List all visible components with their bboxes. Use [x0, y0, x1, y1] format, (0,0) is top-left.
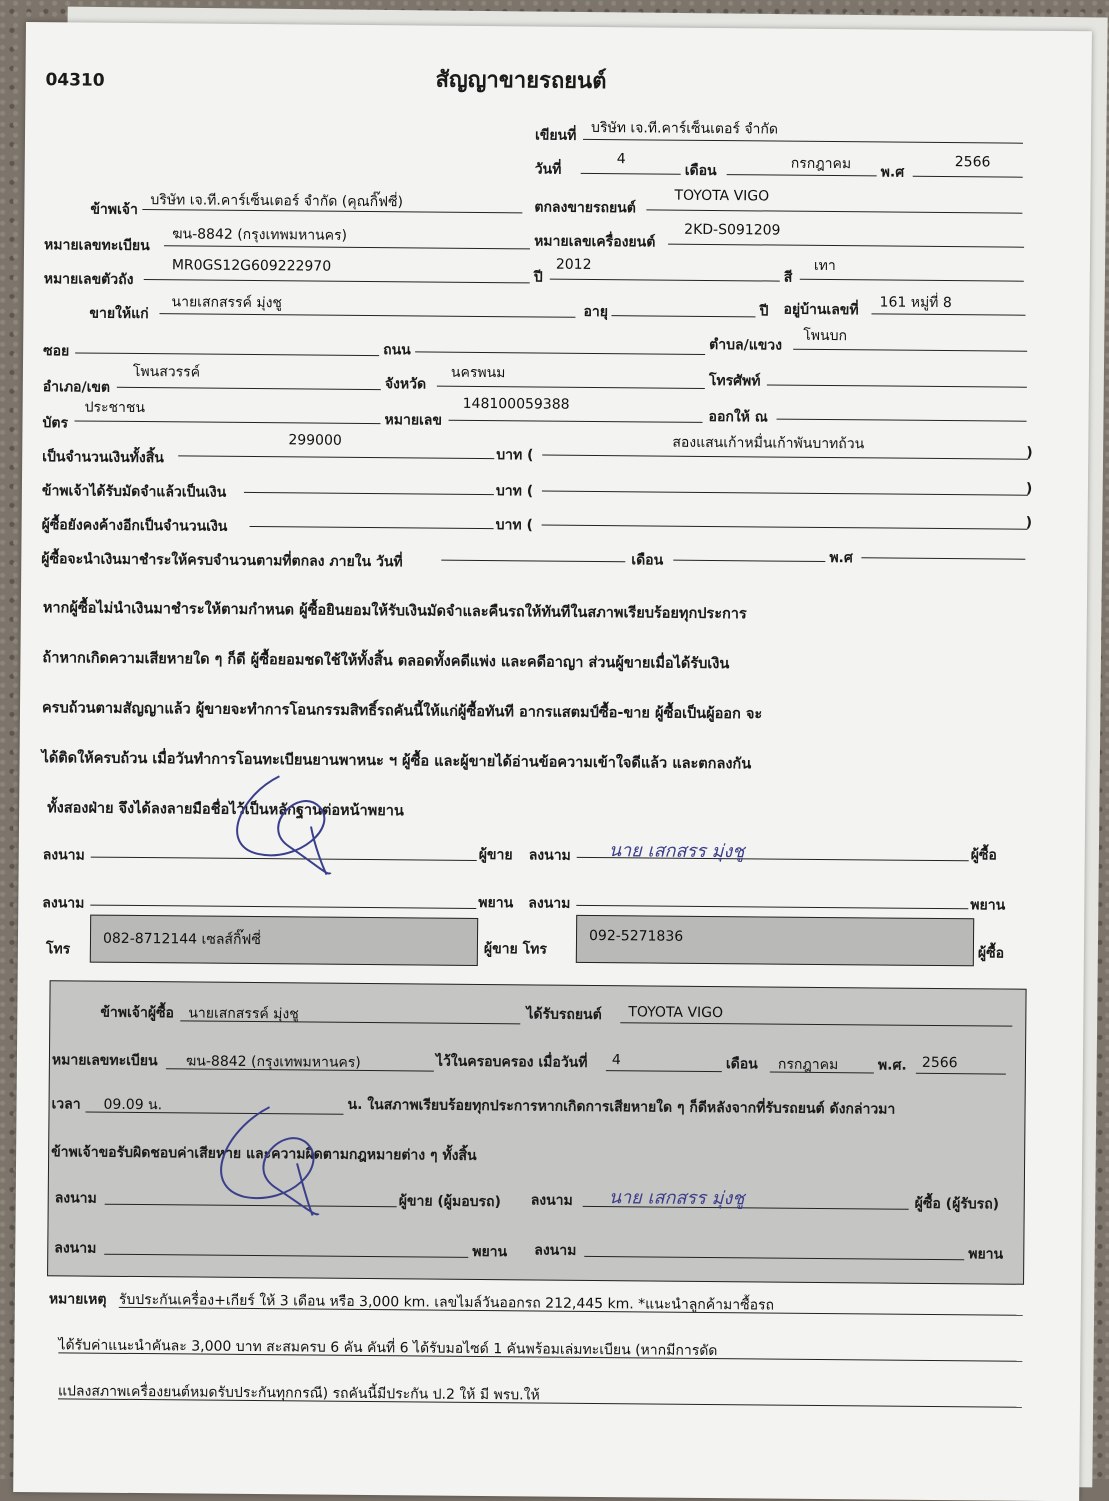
witness-tag-2: พยาน — [970, 897, 1006, 914]
amount-unit: บาท ( — [496, 447, 534, 464]
car-value: TOYOTA VIGO — [674, 187, 770, 205]
receipt-possess-label: ไว้ในครอบครอง เมื่อวันที่ — [435, 1053, 588, 1071]
receipt-car-line — [620, 1022, 1012, 1026]
engine-label: หมายเลขเครื่องยนต์ — [534, 233, 656, 251]
sign-label-2: ลงนาม — [528, 847, 571, 864]
buyer-value: นายเสกสรรค์ มุ่งชู — [171, 294, 283, 312]
card-line — [75, 420, 381, 424]
date-year-line — [913, 176, 1023, 178]
seller-signature-scribble — [219, 766, 350, 877]
chassis-line — [144, 279, 530, 283]
remarks-line-3: แปลงสภาพเครื่องยนต์หมดรับประกันทุกกรณี) รถคันนี้มีประกัน ป.2 ให้ มี พรบ.ให้ — [57, 1383, 540, 1404]
soi-line — [75, 352, 379, 356]
soi-label: ซอย — [43, 343, 70, 360]
receipt-buyer-signature: นาย เสกสรร มุ่งชู — [608, 1187, 745, 1210]
pay-by-month-line — [673, 560, 825, 562]
province-label: จังหวัด — [384, 376, 427, 393]
district-line — [117, 387, 381, 390]
sign-label-1: ลงนาม — [42, 847, 85, 864]
receipt-year-line — [916, 1073, 1006, 1075]
receipt-month: กรกฎาคม — [777, 1056, 839, 1074]
seller-phone: 082-8712144 เซลส์กิ๊ฟซี่ — [102, 930, 261, 949]
receipt-received-car: TOYOTA VIGO — [628, 1004, 724, 1022]
color-label: สี — [783, 269, 793, 286]
deposit-close: ) — [1025, 480, 1033, 497]
receipt-day: 4 — [611, 1052, 621, 1069]
deposit-unit: บาท ( — [495, 483, 534, 500]
color-line — [800, 279, 1024, 282]
amount-words-line — [542, 455, 1028, 460]
date-month-label: เดือน — [684, 162, 717, 180]
receipt-time: 09.09 น. — [103, 1096, 163, 1114]
sign-label-4: ลงนาม — [528, 895, 571, 912]
card-label: บัตร — [42, 415, 69, 432]
pay-by-year-label: พ.ศ — [829, 550, 853, 567]
buyer-phone-tag: ผู้ซื้อ — [977, 945, 1005, 962]
buyer-signature: นาย เสกสรร มุ่งชู — [608, 840, 745, 863]
card-no-line — [449, 420, 703, 423]
receipt-year-label: พ.ศ. — [877, 1057, 907, 1074]
receipt-plate-label: หมายเลขทะเบียน — [51, 1052, 158, 1070]
paragraph-line-2: ถ้าหากเกิดความเสียหายใด ๆ ก็ดี ผู้ซื้อยอมชดใช้ให้ทั้งสิ้น ตลอดทั้งคดีแพ่ง และคดีอาญา ส่วนผู้ขายเมื่อได้รับเงิน — [42, 650, 730, 673]
witness-sign-line-2 — [576, 905, 968, 909]
address-no-value: 161 หมู่ที่ 8 — [879, 294, 952, 312]
year-model-label: ปี — [533, 269, 543, 286]
paragraph-line-5: ทั้งสองฝ่าย จึงได้ลงลายมือชื่อไว้เป็นหลักฐานต่อหน้าพยาน — [47, 800, 404, 820]
issued-label: ออกให้ ณ — [708, 408, 768, 426]
plate-value: ฆน-8842 (กรุงเทพมหานคร) — [172, 226, 348, 244]
pay-by-month-label: เดือน — [631, 552, 664, 569]
receipt-sign-label-2: ลงนาม — [530, 1192, 573, 1209]
receipt-buyer-tag: ผู้ซื้อ (ผู้รับรถ) — [914, 1195, 1000, 1213]
road-line — [415, 351, 705, 355]
engine-value: 2KD-S091209 — [684, 221, 781, 239]
receipt-sign-label-4: ลงนาม — [534, 1242, 577, 1259]
buyer-sign-tag: ผู้ซื้อ — [970, 847, 997, 864]
buyer-line — [159, 313, 575, 318]
card-value: ประชาชน — [84, 399, 146, 417]
district-value: โพนสวรรค์ — [132, 363, 201, 381]
pay-by-day-line — [441, 560, 625, 563]
seller-value: บริษัท เจ.ที.คาร์เซ็นเตอร์ จำกัด (คุณกิ๊ฟซี่) — [150, 192, 404, 211]
province-line — [437, 386, 705, 389]
card-no-label: หมายเลข — [384, 412, 443, 429]
remarks-line-2: ได้รับค่าแนะนำคันละ 3,000 บาท สะสมครบ 6 คัน คันที่ 6 ได้รับมอไซด์ 1 คันพร้อมเล่มทะเบียน (หากมีการดัด — [58, 1337, 718, 1360]
remarks-line-1: รับประกันเครื่อง+เกียร์ ให้ 3 เดือน หรือ 3,000 km. เลขไมล์วันออกรถ 212,445 km. *แนะนำลูกค้ามาซื้อรถ — [118, 1291, 775, 1314]
deposit-words-line — [542, 491, 1028, 496]
balance-unit: บาท ( — [495, 517, 533, 534]
date-day: 4 — [616, 151, 626, 168]
receipt-time-label: เวลา — [51, 1096, 81, 1113]
year-model-value: 2012 — [555, 256, 592, 273]
receipt-year: 2566 — [921, 1054, 958, 1072]
engine-line — [668, 244, 1024, 248]
plate-line — [164, 245, 530, 249]
receipt-witness-tag-1: พยาน — [472, 1243, 508, 1261]
subdistrict-value: โพนบก — [803, 327, 848, 345]
receipt-text-1: น. ในสภาพเรียบร้อยทุกประการหากเกิดการเสียหายใด ๆ ก็ดีหลังจากที่รับรถยนต์ ดังกล่าวมา — [347, 1096, 896, 1118]
receipt-plate: ฆน-8842 (กรุงเทพมหานคร) — [185, 1053, 361, 1071]
amount-label: เป็นจำนวนเงินทั้งสิ้น — [42, 449, 164, 467]
remarks-label: หมายเหตุ — [48, 1291, 107, 1308]
receipt-sign-label-1: ลงนาม — [54, 1190, 97, 1207]
year-model-line — [550, 279, 780, 282]
amount-line — [178, 455, 494, 459]
written-at-label: เขียนที่ — [534, 127, 577, 144]
phone-row-label: โทร — [45, 941, 71, 958]
age-line — [611, 315, 755, 317]
witness-tag-1: พยาน — [478, 894, 514, 912]
seller-phone-box — [90, 915, 478, 966]
phone-line — [767, 384, 1027, 387]
chassis-label: หมายเลขตัวถัง — [43, 271, 134, 288]
seller-sign-tag: ผู้ขาย — [478, 846, 513, 864]
car-label: ตกลงขายรถยนต์ — [534, 199, 636, 217]
paragraph-line-1: หากผู้ซื้อไม่นำเงินมาชำระให้ตามกำหนด ผู้ซื้อยินยอมให้รับเงินมัดจำและคืนรถให้ทันทีในสภาพเรียบร้อยทุกประการ — [42, 600, 747, 623]
road-label: ถนน — [383, 342, 411, 359]
date-day-label: วันที่ — [534, 161, 562, 178]
paragraph-line-3: ครบถ้วนตามสัญญาแล้ว ผู้ขายจะทำการโอนกรรมสิทธิ์รถคันนี้ให้แก่ผู้ซื้อทันที อากรแสตมป์ซื้อ-ขาย ผู้ซื้อเป็นผู้ออก จะ — [41, 700, 763, 723]
sign-label-3: ลงนาม — [42, 895, 85, 912]
balance-line — [250, 526, 494, 529]
phone-label: โทรศัพท์ — [708, 372, 761, 390]
deposit-label: ข้าพเจ้าได้รับมัดจำแล้วเป็นเงิน — [41, 483, 227, 501]
balance-close: ) — [1025, 514, 1033, 531]
pay-by-year-line — [861, 557, 1025, 559]
date-day-line — [581, 173, 681, 175]
issued-line — [777, 419, 1027, 422]
address-no-line — [871, 313, 1025, 315]
address-no-label: อยู่บ้านเลขที่ — [783, 301, 859, 319]
paragraph-line-4: ได้ติดให้ครบถ้วน เมื่อวันทำการโอนทะเบียนยานพาหนะ ฯ ผู้ซื้อ และผู้ขายได้อ่านข้อความเข้าใจดีแล้ว และตกลงกัน — [41, 750, 752, 773]
card-no-value: 148100059388 — [462, 395, 570, 413]
date-month: กรกฎาคม — [790, 155, 852, 173]
district-label: อำเภอ/เขต — [42, 379, 111, 396]
receipt-sign-label-3: ลงนาม — [54, 1240, 97, 1257]
witness-sign-line-1 — [90, 905, 476, 909]
receipt-day-line — [606, 1070, 722, 1072]
written-at-value: บริษัท เจ.ที.คาร์เซ็นเตอร์ จำกัด — [591, 119, 779, 138]
buyer-label: ขายให้แก่ — [89, 305, 149, 323]
color-value: เทา — [813, 257, 836, 275]
receipt-month-label: เดือน — [725, 1056, 758, 1073]
receipt-buyer: นายเสกสรรค์ มุ่งชู — [188, 1005, 299, 1023]
amount-close: ) — [1026, 444, 1033, 461]
balance-label: ผู้ซื้อยังคงค้างอีกเป็นจำนวนเงิน — [41, 517, 228, 535]
receipt-seller-signature-scribble — [199, 1101, 340, 1222]
deposit-line — [244, 492, 494, 495]
receipt-witness-line-1 — [104, 1254, 468, 1258]
chassis-value: MR0GS12G609222970 — [171, 257, 332, 275]
contract-paper — [13, 22, 1092, 1501]
age-unit: ปี — [759, 303, 769, 320]
page-title: สัญญาขายรถยนต์ — [435, 67, 607, 95]
doc-number: 04310 — [45, 70, 105, 91]
date-year-label: พ.ศ — [880, 164, 905, 181]
date-month-line — [727, 174, 877, 176]
receipt-received-label: ได้รับรถยนต์ — [526, 1006, 602, 1024]
buyer-phone-box — [576, 915, 974, 966]
pay-by-label: ผู้ซื้อจะนำเงินมาชำระให้ครบจำนวนตามที่ตกลง ภายใน วันที่ — [41, 551, 403, 571]
receipt-seller-tag: ผู้ขาย (ผู้มอบรถ) — [398, 1193, 502, 1211]
amount-words: สองแสนเก้าหมื่นเก้าพันบาทถ้วน — [672, 434, 865, 453]
amount-value: 299000 — [288, 432, 342, 449]
seller-label: ข้าพเจ้า — [90, 201, 138, 218]
car-line — [646, 209, 1022, 213]
age-label: อายุ — [583, 303, 609, 321]
subdistrict-label: ตำบล/แขวง — [709, 336, 783, 354]
receipt-text-2: ข้าพเจ้าขอรับผิดชอบค่าเสียหาย และความผิดตามกฎหมายต่าง ๆ ทั้งสิ้น — [51, 1144, 477, 1164]
buyer-phone: 092-5271836 — [588, 927, 684, 945]
balance-words-line — [542, 525, 1028, 530]
vehicle-receipt-panel — [47, 980, 1027, 1285]
receipt-witness-tag-2: พยาน — [968, 1246, 1004, 1263]
province-value: นครพนม — [450, 364, 506, 382]
receipt-buyer-label: ข้าพเจ้าผู้ซื้อ — [100, 1004, 175, 1022]
subdistrict-line — [793, 349, 1027, 352]
written-at-line — [583, 139, 1023, 144]
receipt-witness-line-2 — [584, 1256, 964, 1260]
seller-phone-tag: ผู้ขาย โทร — [483, 941, 547, 958]
plate-label: หมายเลขทะเบียน — [43, 237, 150, 255]
date-year: 2566 — [954, 154, 991, 171]
